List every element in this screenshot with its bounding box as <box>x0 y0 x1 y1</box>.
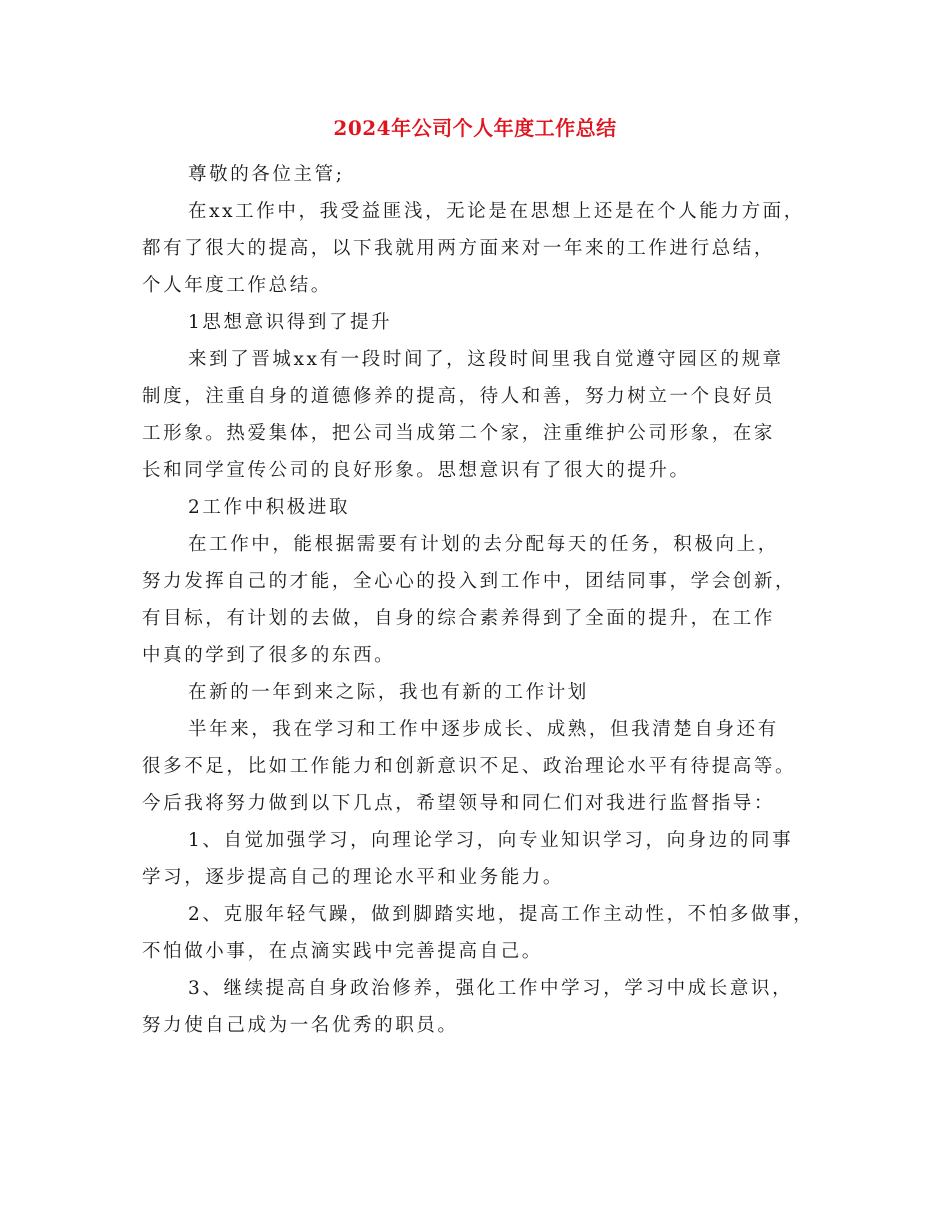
list-item-line: 学习，逐步提高自己的理论水平和业务能力。 <box>142 867 565 888</box>
salutation: 尊敬的各位主管; <box>188 164 345 185</box>
paragraph-line: 很多不足，比如工作能力和创新意识不足、政治理论水平有待提高等。 <box>142 756 797 777</box>
paragraph-line: 半年来，我在学习和工作中逐步成长、成熟，但我清楚自身还有 <box>188 719 779 740</box>
paragraph-line: 都有了很大的提高，以下我就用两方面来对一年来的工作进行总结， <box>142 238 776 259</box>
section-heading: 1思想意识得到了提升 <box>188 312 393 333</box>
paragraph-line: 工形象。热爱集体，把公司当成第二个家，注重维护公司形象，在家 <box>142 423 776 444</box>
section-heading: 在新的一年到来之际，我也有新的工作计划 <box>188 682 589 703</box>
list-item-line: 不怕做小事，在点滴实践中完善提高自己。 <box>142 941 543 962</box>
paragraph-line: 个人年度工作总结。 <box>142 275 332 296</box>
section-heading: 2工作中积极进取 <box>188 497 351 518</box>
list-item-line: 1、自觉加强学习，向理论学习，向专业知识学习，向身边的同事 <box>188 830 794 851</box>
paragraph-line: 在工作中，能根据需要有计划的去分配每天的任务，积极向上， <box>188 534 779 555</box>
paragraph-line: 努力发挥自己的才能，全心心的投入到工作中，团结同事，学会创新， <box>142 571 797 592</box>
paragraph-line: 制度，注重自身的道德修养的提高，待人和善，努力树立一个良好员 <box>142 386 776 407</box>
paragraph-line: 有目标，有计划的去做，自身的综合素养得到了全面的提升，在工作 <box>142 608 776 629</box>
paragraph-line: 来到了晋城xx有一段时间了，这段时间里我自觉遵守园区的规章 <box>188 349 784 370</box>
paragraph-line: 今后我将努力做到以下几点，希望领导和同仁们对我进行监督指导： <box>142 793 776 814</box>
list-item-line: 3、继续提高自身政治修养，强化工作中学习，学习中成长意识， <box>188 978 794 999</box>
paragraph-line: 长和同学宣传公司的良好形象。思想意识有了很大的提升。 <box>142 460 691 481</box>
list-item-line: 努力使自己成为一名优秀的职员。 <box>142 1015 459 1036</box>
list-item-line: 2、克服年轻气躁，做到脚踏实地，提高工作主动性，不怕多做事， <box>188 904 815 925</box>
paragraph-line: 中真的学到了很多的东西。 <box>142 645 396 666</box>
paragraph-line: 在xx工作中，我受益匪浅，无论是在思想上还是在个人能力方面， <box>188 201 805 222</box>
document-title: 2024年公司个人年度工作总结 <box>333 116 617 140</box>
